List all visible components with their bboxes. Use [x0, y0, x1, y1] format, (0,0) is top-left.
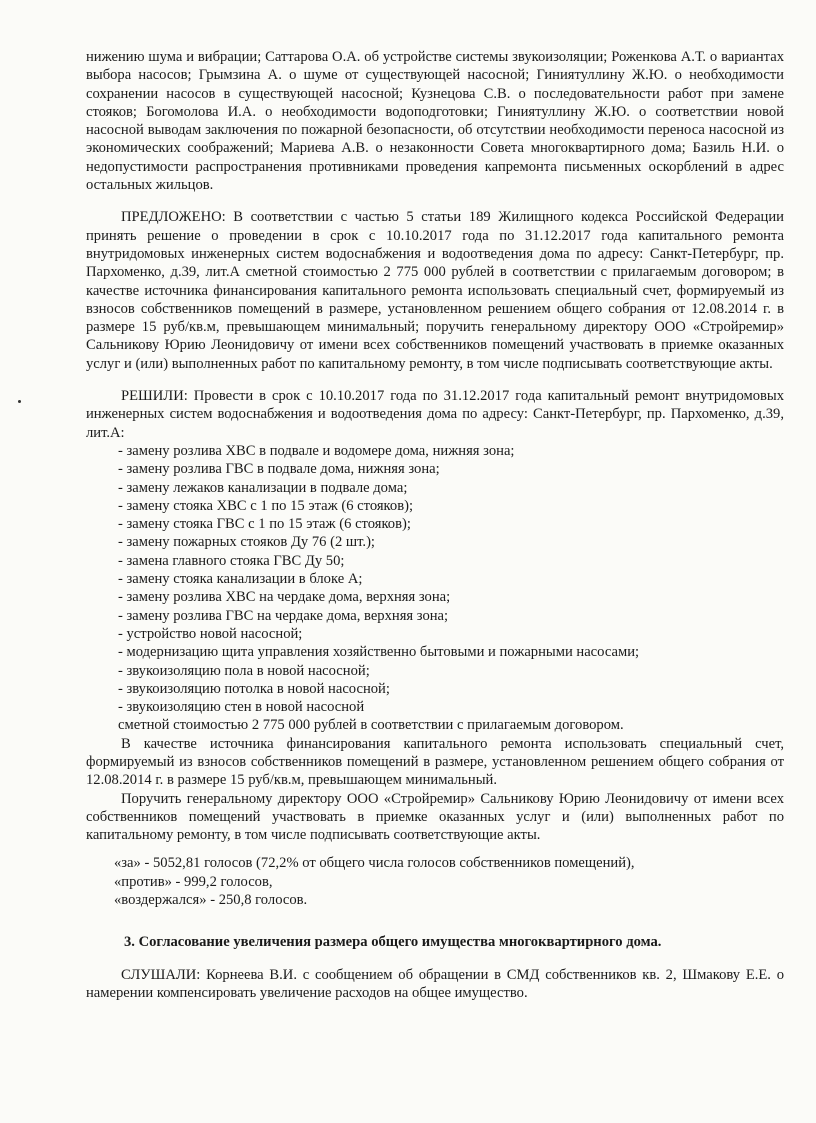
section-3-heading: 3. Согласование увеличения размера общего имущества многоквартирного дома. — [124, 934, 662, 951]
vote-for: «за» - 5052,81 голосов (72,2% от общего числа голосов собственников помещений), — [114, 855, 635, 872]
votes-block — [86, 854, 784, 909]
proposed-paragraph: ПРЕДЛОЖЕНО: В соответствии с частью 5 статьи 189 Жилищного кодекса Российской Федерации принять решение о проведении в срок с 10.10.2017 года по 31.12.2017 года капитального ремонта внутридомовых инженерных систем водоснабжения и водоотведения дома по адресу: Санкт-Петербург, пр. Пархоменко, д.39, лит.А сметной стоимостью 2 775 000 рублей в соответствии с прилагаемым договором; в качестве источника финансирования капитального ремонта использовать специальный счет, формируемый из взносов собственников помещений в размере, установленном решением общего собрания от 12.08.2014 г. в размере 15 руб/кв.м, превышающем минимальный; поручить генеральному директору ООО «Стройремир» Сальникову Юрию Леонидовичу от имени всех собственников помещений участвовать в приемке оказанных услуг и (или) выполненных работ по капитальному ремонту, в том числе подписывать соответствующие акты. — [86, 209, 784, 372]
decided-paragraph: РЕШИЛИ: Провести в срок с 10.10.2017 года по 31.12.2017 года капитальный ремонт внутридомовых инженерных систем водоснабжения и водоотведения дома по адресу: Санкт-Петербург, пр. Пархоменко, д.39, лит.А: — [86, 388, 784, 441]
list-item: - замену пожарных стояков Ду 76 (2 шт.); — [118, 534, 375, 551]
list-item: - замена главного стояка ГВС Ду 50; — [118, 552, 345, 569]
cost-line: сметной стоимостью 2 775 000 рублей в соответствии с прилагаемым договором. — [118, 717, 624, 734]
list-item: - замену розлива ГВС на чердаке дома, верхняя зона; — [118, 607, 449, 624]
list-item: - замену стояка ХВС с 1 по 15 этаж (6 стояков); — [118, 497, 414, 514]
list-item: - звукоизоляцию стен в новой насосной — [118, 699, 365, 716]
financing-paragraph: В качестве источника финансирования капитального ремонта использовать специальный счет, формируемый из взносов собственников помещений в размере, установленном решением общего собрания от 12.08.2014 г. в размере 15 руб/кв.м, превышающем минимальный. — [86, 735, 784, 789]
list-item: - звукоизоляцию пола в новой насосной; — [118, 662, 370, 679]
list-item: - звукоизоляцию потолка в новой насосной; — [118, 680, 390, 697]
list-item: - модернизацию щита управления хозяйственно бытовыми и пожарными насосами; — [118, 644, 640, 661]
list-item: - замену розлива ХВС на чердаке дома, верхняя зона; — [118, 589, 451, 606]
list-item: - замену стояка ГВС с 1 по 15 этаж (6 стояков); — [118, 516, 411, 533]
list-item: - замену лежаков канализации в подвале дома; — [118, 479, 408, 496]
vote-against: «против» - 999,2 голосов, — [114, 873, 273, 890]
list-item: - замену розлива ГВС в подвале дома, нижняя зона; — [118, 461, 440, 478]
scan-speck — [18, 400, 21, 403]
assign-paragraph: Поручить генеральному директору ООО «Стройремир» Сальникову Юрию Леонидовичу от имени всех собственников помещений участвовать в приемке оказанных услуг и (или) выполненных работ по капитальному ремонту, в том числе подписывать соответствующие акты. — [86, 790, 784, 844]
intro-paragraph: нижению шума и вибрации; Саттарова О.А. об устройстве системы звукоизоляции; Роженкова А.Т. о вариантах выбора насосов; Грымзина А. о шуме от существующей насосной; Гиниятуллину Ж.Ю. о необходимости сохранении насосов в существующей насосной; Кузнецова С.В. о последовательности работ при замене стояков; Богомолова И.А. о необходимости водоподготовки; Гиниятуллину Ж.Ю. о соответствии новой насосной выводам заключения по пожарной безопасности, об отсутствии необходимости переноса насосной из экономических соображений; Мариева А.В. о незаконности Совета многоквартирного дома; Базиль Н.И. о недопустимости распространения противниками проведения капремонта письменных оскорблений в адрес остальных жильцов. — [86, 49, 784, 194]
list-item: - замену розлива ХВС в подвале и водомере дома, нижняя зона; — [118, 442, 515, 459]
works-list — [86, 442, 784, 716]
listened-paragraph: СЛУШАЛИ: Корнеева В.И. с сообщением об обращении в СМД собственников кв. 2, Шмакову Е.Е. о намерении компенсировать увеличение расходов на общее имущество. — [86, 966, 784, 1001]
vote-abstain: «воздержался» - 250,8 голосов. — [114, 892, 308, 909]
list-item: - устройство новой насосной; — [118, 625, 303, 642]
list-item: - замену стояка канализации в блоке А; — [118, 571, 363, 588]
